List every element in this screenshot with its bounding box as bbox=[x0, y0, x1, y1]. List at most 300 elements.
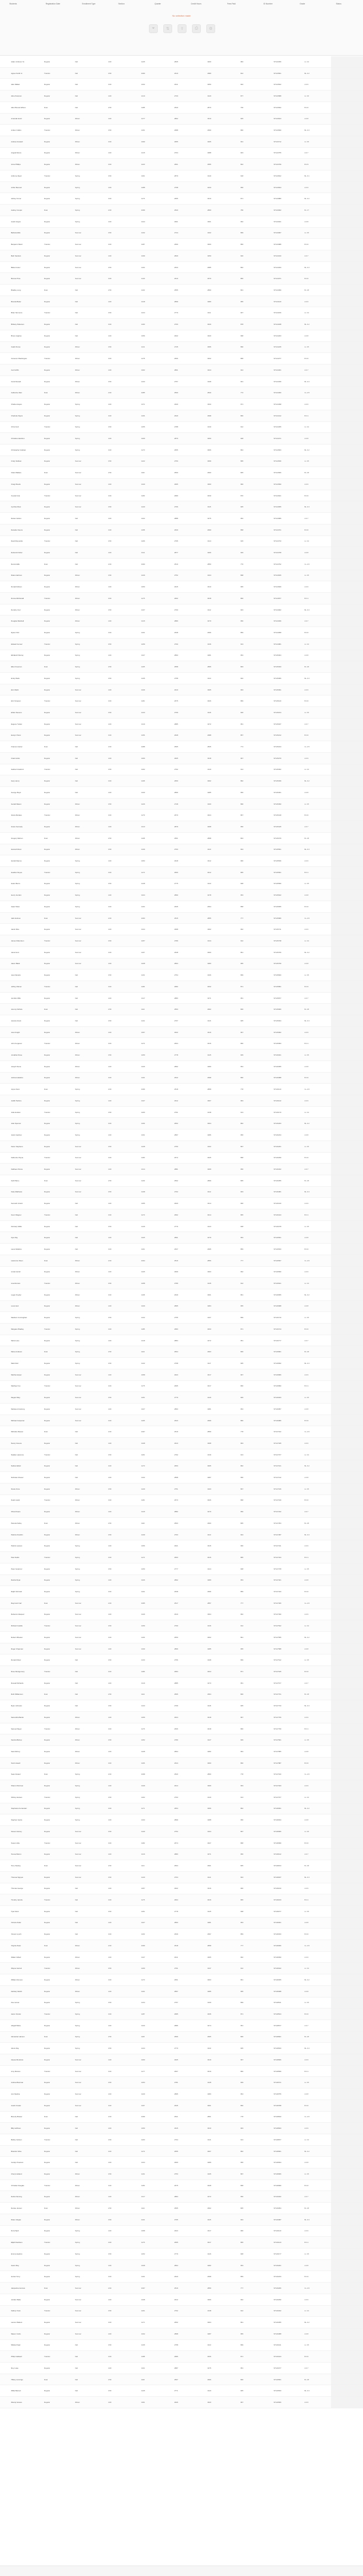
filter-icon[interactable]: ⏷ bbox=[149, 24, 158, 33]
table-cell: Spring bbox=[75, 208, 80, 211]
export-icon[interactable]: ⇪ bbox=[178, 24, 186, 33]
table-row[interactable] bbox=[0, 1986, 363, 1997]
table-row[interactable] bbox=[0, 719, 363, 730]
table-row[interactable] bbox=[0, 1312, 363, 1324]
table-row[interactable] bbox=[0, 1015, 363, 1027]
table-row[interactable] bbox=[0, 1552, 363, 1563]
table-row[interactable] bbox=[0, 2157, 363, 2168]
table-row[interactable] bbox=[0, 422, 363, 433]
table-cell: Beth Sanders bbox=[11, 254, 22, 257]
table-row[interactable] bbox=[0, 1107, 363, 1118]
table-row[interactable] bbox=[0, 1518, 363, 1529]
print-icon[interactable]: ⎙ bbox=[192, 24, 201, 33]
table-cell: Summer bbox=[75, 2104, 82, 2107]
table-cell: ST127887 bbox=[274, 1761, 281, 1764]
table-cell: Judith Perkins bbox=[11, 1099, 22, 1102]
table-cell: A- 3.5 bbox=[305, 1739, 309, 1742]
table-row[interactable] bbox=[0, 810, 363, 821]
table-cell: 1344 bbox=[141, 220, 145, 223]
table-row[interactable] bbox=[0, 855, 363, 867]
table-row[interactable] bbox=[0, 559, 363, 570]
table-cell: Regular bbox=[44, 506, 50, 508]
table-row[interactable] bbox=[0, 1221, 363, 1233]
table-row[interactable] bbox=[0, 296, 363, 308]
table-cell: 2894 bbox=[174, 2264, 178, 2267]
table-row[interactable] bbox=[0, 1415, 363, 1427]
table-row[interactable] bbox=[0, 1164, 363, 1175]
table-cell: Madison Cunningham bbox=[11, 1316, 28, 1319]
table-cell: 1090 bbox=[141, 72, 145, 74]
table-row[interactable] bbox=[0, 1118, 363, 1129]
table-cell: Regular bbox=[44, 654, 50, 657]
column-header[interactable]: Fees Paid bbox=[227, 3, 236, 5]
table-row[interactable] bbox=[0, 467, 363, 479]
table-row[interactable] bbox=[0, 1038, 363, 1049]
table-row[interactable] bbox=[0, 1883, 363, 1895]
table-row[interactable] bbox=[0, 1860, 363, 1872]
table-cell: 1410 bbox=[141, 94, 145, 97]
table-row[interactable] bbox=[0, 2351, 363, 2363]
table-row[interactable] bbox=[0, 1232, 363, 1244]
table-row[interactable] bbox=[0, 1769, 363, 1780]
table-row[interactable] bbox=[0, 970, 363, 981]
table-cell: 1174 bbox=[141, 1556, 145, 1559]
table-cell: 2998 bbox=[207, 1077, 211, 1079]
row-side-panel bbox=[331, 741, 363, 752]
table-row[interactable] bbox=[0, 1746, 363, 1758]
table-row[interactable] bbox=[0, 890, 363, 901]
table-row[interactable] bbox=[0, 833, 363, 844]
table-row[interactable] bbox=[0, 239, 363, 250]
table-row[interactable] bbox=[0, 2100, 363, 2112]
table-cell: 858 bbox=[241, 905, 244, 908]
sort-icon[interactable]: ⇅ bbox=[163, 24, 172, 33]
table-row[interactable] bbox=[0, 2271, 363, 2283]
table-cell: ST126801 bbox=[274, 1351, 281, 1353]
table-row[interactable] bbox=[0, 1952, 363, 1963]
table-row[interactable] bbox=[0, 1324, 363, 1335]
table-row[interactable] bbox=[0, 2043, 363, 2054]
table-row[interactable] bbox=[0, 1814, 363, 1826]
table-row[interactable] bbox=[0, 1129, 363, 1141]
table-cell: Olivia Peters bbox=[11, 1511, 21, 1513]
table-row[interactable] bbox=[0, 1506, 363, 1518]
table-row[interactable] bbox=[0, 353, 363, 365]
table-cell: 2923 bbox=[174, 2230, 178, 2232]
table-row[interactable] bbox=[0, 513, 363, 524]
table-row[interactable] bbox=[0, 2260, 363, 2272]
table-row[interactable] bbox=[0, 90, 363, 102]
table-cell: A 3.8 bbox=[305, 1750, 308, 1753]
table-row[interactable] bbox=[0, 604, 363, 616]
table-cell: 1251 bbox=[141, 1396, 145, 1399]
table-cell: Regular bbox=[44, 368, 50, 371]
table-row[interactable] bbox=[0, 1963, 363, 1974]
table-cell: Winter bbox=[75, 1511, 80, 1513]
table-row[interactable] bbox=[0, 1095, 363, 1107]
table-row[interactable] bbox=[0, 741, 363, 753]
table-row[interactable] bbox=[0, 1301, 363, 1313]
table-row[interactable] bbox=[0, 1084, 363, 1095]
table-row[interactable] bbox=[0, 2283, 363, 2294]
table-row[interactable] bbox=[0, 1495, 363, 1507]
table-row[interactable] bbox=[0, 330, 363, 342]
table-cell: 4.00 bbox=[108, 403, 111, 405]
table-row[interactable] bbox=[0, 1586, 363, 1598]
table-row[interactable] bbox=[0, 547, 363, 559]
table-row[interactable] bbox=[0, 1472, 363, 1484]
table-row[interactable] bbox=[0, 1609, 363, 1621]
table-row[interactable] bbox=[0, 387, 363, 399]
table-row[interactable] bbox=[0, 2385, 363, 2397]
table-row[interactable] bbox=[0, 410, 363, 422]
table-row[interactable] bbox=[0, 1209, 363, 1221]
table-row[interactable] bbox=[0, 1632, 363, 1643]
table-row[interactable] bbox=[0, 1929, 363, 1940]
table-cell: 1301 bbox=[141, 174, 145, 177]
table-row[interactable] bbox=[0, 764, 363, 776]
table-cell: 2685 bbox=[174, 2013, 178, 2016]
table-cell: Fall bbox=[75, 2344, 78, 2347]
table-cell: ST126777 bbox=[274, 1339, 281, 1342]
table-row[interactable] bbox=[0, 1872, 363, 1883]
table-row[interactable] bbox=[0, 193, 363, 205]
settings-icon[interactable]: ⚙ bbox=[206, 24, 215, 33]
table-row[interactable] bbox=[0, 376, 363, 388]
table-cell: 3272 bbox=[207, 1339, 211, 1342]
table-row[interactable] bbox=[0, 1598, 363, 1609]
table-row[interactable] bbox=[0, 2397, 363, 2408]
table-row[interactable] bbox=[0, 2020, 363, 2032]
table-row[interactable] bbox=[0, 170, 363, 182]
table-cell: Andrea Bowman bbox=[11, 2081, 24, 2084]
table-row[interactable] bbox=[0, 399, 363, 410]
table-cell: B+ 3.2 bbox=[305, 1122, 309, 1125]
table-row[interactable] bbox=[0, 2009, 363, 2020]
table-row[interactable] bbox=[0, 1392, 363, 1404]
table-row[interactable] bbox=[0, 1540, 363, 1552]
table-row[interactable] bbox=[0, 2237, 363, 2248]
table-cell: 2850 bbox=[207, 563, 211, 565]
table-row[interactable] bbox=[0, 627, 363, 639]
table-row[interactable] bbox=[0, 581, 363, 593]
table-row[interactable] bbox=[0, 913, 363, 924]
table-row[interactable] bbox=[0, 867, 363, 879]
table-row[interactable] bbox=[0, 2363, 363, 2374]
table-row[interactable] bbox=[0, 501, 363, 513]
table-row[interactable] bbox=[0, 799, 363, 810]
row-side-panel bbox=[331, 1575, 363, 1586]
table-row[interactable] bbox=[0, 1849, 363, 1860]
table-cell: 1331 bbox=[141, 1990, 145, 1993]
table-cell: Transfer bbox=[44, 2184, 51, 2187]
table-row[interactable] bbox=[0, 1643, 363, 1655]
table-row[interactable] bbox=[0, 879, 363, 890]
table-row[interactable] bbox=[0, 1073, 363, 1084]
table-row[interactable] bbox=[0, 1335, 363, 1347]
table-row[interactable] bbox=[0, 993, 363, 1004]
table-row[interactable] bbox=[0, 753, 363, 764]
table-cell: Regular bbox=[44, 882, 50, 885]
table-row[interactable] bbox=[0, 2032, 363, 2043]
table-row[interactable] bbox=[0, 1940, 363, 1952]
table-row[interactable] bbox=[0, 1278, 363, 1289]
table-row[interactable] bbox=[0, 342, 363, 354]
column-header[interactable]: Quarter bbox=[154, 3, 161, 5]
table-row[interactable] bbox=[0, 707, 363, 719]
table-row[interactable] bbox=[0, 148, 363, 159]
table-row[interactable] bbox=[0, 2191, 363, 2203]
table-row[interactable] bbox=[0, 787, 363, 799]
table-row[interactable] bbox=[0, 844, 363, 856]
table-cell: Winter bbox=[75, 1077, 80, 1079]
table-row[interactable] bbox=[0, 1061, 363, 1073]
column-header[interactable]: Status bbox=[336, 3, 341, 5]
table-row[interactable] bbox=[0, 2294, 363, 2306]
table-cell: 1327 bbox=[141, 1407, 145, 1410]
table-cell: A 3.8 bbox=[305, 1476, 308, 1479]
table-row[interactable] bbox=[0, 2328, 363, 2340]
table-cell: A- 3.5 bbox=[305, 346, 309, 349]
table-row[interactable] bbox=[0, 1198, 363, 1209]
table-row[interactable] bbox=[0, 1918, 363, 1929]
table-row[interactable] bbox=[0, 730, 363, 741]
table-row[interactable] bbox=[0, 307, 363, 319]
table-row[interactable] bbox=[0, 570, 363, 582]
table-cell: 4.00 bbox=[108, 1065, 111, 1068]
table-cell: ST124245 bbox=[274, 346, 281, 349]
row-side-panel bbox=[331, 216, 363, 227]
table-cell: ST125445 bbox=[274, 825, 281, 828]
table-row[interactable] bbox=[0, 639, 363, 650]
table-row[interactable] bbox=[0, 2306, 363, 2317]
table-row[interactable] bbox=[0, 216, 363, 228]
table-row[interactable] bbox=[0, 68, 363, 79]
table-cell: Regular bbox=[44, 688, 50, 691]
table-row[interactable] bbox=[0, 1974, 363, 1986]
column-header[interactable]: Enrollment Type bbox=[82, 3, 96, 5]
table-row[interactable] bbox=[0, 365, 363, 376]
table-row[interactable] bbox=[0, 2112, 363, 2123]
column-header[interactable]: Section bbox=[118, 3, 125, 5]
table-row[interactable] bbox=[0, 1906, 363, 1918]
table-cell: Spring bbox=[75, 1316, 80, 1319]
table-cell: 2.00 bbox=[108, 392, 111, 394]
table-row[interactable] bbox=[0, 536, 363, 548]
table-row[interactable] bbox=[0, 490, 363, 502]
table-row[interactable] bbox=[0, 1734, 363, 1746]
table-row[interactable] bbox=[0, 947, 363, 958]
table-row[interactable] bbox=[0, 285, 363, 296]
table-cell: 1332 bbox=[141, 83, 145, 86]
table-row[interactable] bbox=[0, 1460, 363, 1472]
table-row[interactable] bbox=[0, 2374, 363, 2386]
table-row[interactable] bbox=[0, 901, 363, 913]
table-row[interactable] bbox=[0, 1381, 363, 1393]
table-row[interactable] bbox=[0, 935, 363, 947]
table-cell: 1356 bbox=[141, 1545, 145, 1547]
table-cell: Megan Riley bbox=[11, 1396, 20, 1399]
table-row[interactable] bbox=[0, 524, 363, 536]
table-cell: 2845 bbox=[207, 746, 211, 748]
table-cell: ST127588 bbox=[274, 1647, 281, 1650]
table-cell: 2686 bbox=[174, 2355, 178, 2358]
table-cell: 3136 bbox=[207, 642, 211, 645]
table-row[interactable] bbox=[0, 661, 363, 673]
table-row[interactable] bbox=[0, 1758, 363, 1769]
table-row[interactable] bbox=[0, 1255, 363, 1267]
table-row[interactable] bbox=[0, 1049, 363, 1061]
table-cell: 3118 bbox=[207, 711, 211, 714]
table-row[interactable] bbox=[0, 1529, 363, 1541]
table-row[interactable] bbox=[0, 775, 363, 787]
row-side-panel bbox=[331, 2146, 363, 2157]
column-header[interactable]: ID Number bbox=[263, 3, 273, 5]
table-row[interactable] bbox=[0, 456, 363, 468]
table-cell: ST128633 bbox=[274, 2047, 281, 2050]
table-row[interactable] bbox=[0, 1894, 363, 1906]
table-cell: A- 3.4 bbox=[305, 642, 309, 645]
table-row[interactable] bbox=[0, 1689, 363, 1701]
table-row[interactable] bbox=[0, 1838, 363, 1849]
table-row[interactable] bbox=[0, 615, 363, 627]
column-header[interactable]: Credit Hours bbox=[190, 3, 202, 5]
table-row[interactable] bbox=[0, 182, 363, 194]
table-row[interactable] bbox=[0, 1187, 363, 1198]
table-row[interactable] bbox=[0, 444, 363, 456]
table-row[interactable] bbox=[0, 2340, 363, 2352]
table-row[interactable] bbox=[0, 1004, 363, 1015]
table-row[interactable] bbox=[0, 228, 363, 239]
table-row[interactable] bbox=[0, 2066, 363, 2077]
table-row[interactable] bbox=[0, 2214, 363, 2226]
table-cell: Regular bbox=[44, 2161, 50, 2164]
table-row[interactable] bbox=[0, 1484, 363, 1495]
table-row[interactable] bbox=[0, 1563, 363, 1575]
table-cell: A 3.8 bbox=[305, 2264, 308, 2267]
table-row[interactable] bbox=[0, 1289, 363, 1301]
table-cell: 3.00 bbox=[108, 448, 111, 451]
column-header[interactable]: Registration Date bbox=[45, 3, 60, 5]
table-row[interactable] bbox=[0, 2134, 363, 2146]
table-cell: Spring bbox=[75, 882, 80, 885]
table-row[interactable] bbox=[0, 2146, 363, 2157]
table-row[interactable] bbox=[0, 1027, 363, 1038]
column-header[interactable]: Students bbox=[9, 3, 17, 5]
table-row[interactable] bbox=[0, 1244, 363, 1255]
table-row[interactable] bbox=[0, 2077, 363, 2088]
table-row[interactable] bbox=[0, 650, 363, 662]
table-row[interactable] bbox=[0, 1997, 363, 2009]
table-cell: Fall bbox=[75, 2150, 78, 2152]
table-cell: 1248 bbox=[141, 882, 145, 885]
table-row[interactable] bbox=[0, 1141, 363, 1153]
table-row[interactable] bbox=[0, 1575, 363, 1587]
table-row[interactable] bbox=[0, 1426, 363, 1438]
table-row[interactable] bbox=[0, 695, 363, 707]
table-row[interactable] bbox=[0, 2088, 363, 2100]
table-row[interactable] bbox=[0, 433, 363, 444]
table-cell: 859 bbox=[241, 1590, 244, 1593]
table-row[interactable] bbox=[0, 56, 363, 68]
table-row[interactable] bbox=[0, 924, 363, 935]
table-cell: Spring bbox=[75, 2047, 80, 2050]
table-cell: Winter bbox=[75, 1487, 80, 1490]
row-side-panel bbox=[331, 1312, 363, 1323]
table-row[interactable] bbox=[0, 2168, 363, 2180]
table-row[interactable] bbox=[0, 1346, 363, 1358]
table-cell: A- 3.5 bbox=[305, 140, 309, 143]
table-row[interactable] bbox=[0, 125, 363, 136]
table-row[interactable] bbox=[0, 2054, 363, 2066]
table-row[interactable] bbox=[0, 684, 363, 696]
table-cell: 2990 bbox=[207, 129, 211, 132]
table-row[interactable] bbox=[0, 1449, 363, 1461]
table-row[interactable] bbox=[0, 79, 363, 90]
table-row[interactable] bbox=[0, 1712, 363, 1723]
table-row[interactable] bbox=[0, 2226, 363, 2237]
table-row[interactable] bbox=[0, 2203, 363, 2214]
table-row[interactable] bbox=[0, 2248, 363, 2260]
table-row[interactable] bbox=[0, 1404, 363, 1415]
table-row[interactable] bbox=[0, 1153, 363, 1164]
table-row[interactable] bbox=[0, 2317, 363, 2328]
table-row[interactable] bbox=[0, 981, 363, 993]
table-row[interactable] bbox=[0, 205, 363, 216]
table-row[interactable] bbox=[0, 102, 363, 114]
table-row[interactable] bbox=[0, 1666, 363, 1678]
table-row[interactable] bbox=[0, 273, 363, 285]
table-row[interactable] bbox=[0, 1175, 363, 1187]
table-row[interactable] bbox=[0, 1826, 363, 1838]
table-cell: Grace Kennedy bbox=[11, 825, 23, 828]
table-cell: B+ 3.2 bbox=[305, 1636, 309, 1638]
table-row[interactable] bbox=[0, 1358, 363, 1369]
column-header[interactable]: Grade bbox=[300, 3, 305, 5]
table-row[interactable] bbox=[0, 479, 363, 490]
table-row[interactable] bbox=[0, 1620, 363, 1632]
table-row[interactable] bbox=[0, 319, 363, 330]
table-cell: Dual bbox=[44, 472, 48, 474]
table-row[interactable] bbox=[0, 1369, 363, 1381]
table-row[interactable] bbox=[0, 593, 363, 604]
table-row[interactable] bbox=[0, 1792, 363, 1803]
table-row[interactable] bbox=[0, 250, 363, 262]
table-cell: 1176 bbox=[141, 1727, 145, 1730]
table-cell: ST124455 bbox=[274, 426, 281, 429]
table-row[interactable] bbox=[0, 2123, 363, 2134]
table-row[interactable] bbox=[0, 1267, 363, 1278]
table-row[interactable] bbox=[0, 1438, 363, 1449]
table-row[interactable] bbox=[0, 1803, 363, 1815]
table-row[interactable] bbox=[0, 1654, 363, 1666]
table-row[interactable] bbox=[0, 1723, 363, 1735]
table-row[interactable] bbox=[0, 2180, 363, 2192]
table-cell: Regular bbox=[44, 825, 50, 828]
table-row[interactable] bbox=[0, 673, 363, 684]
table-row[interactable] bbox=[0, 1700, 363, 1712]
table-row[interactable] bbox=[0, 159, 363, 170]
table-cell: 2997 bbox=[207, 1933, 211, 1936]
table-row[interactable] bbox=[0, 262, 363, 274]
table-row[interactable] bbox=[0, 1678, 363, 1689]
table-row[interactable] bbox=[0, 114, 363, 125]
table-row[interactable] bbox=[0, 136, 363, 148]
table-cell: ST127101 bbox=[274, 1465, 281, 1468]
table-row[interactable] bbox=[0, 958, 363, 970]
table-row[interactable] bbox=[0, 1780, 363, 1792]
table-row[interactable] bbox=[0, 821, 363, 833]
